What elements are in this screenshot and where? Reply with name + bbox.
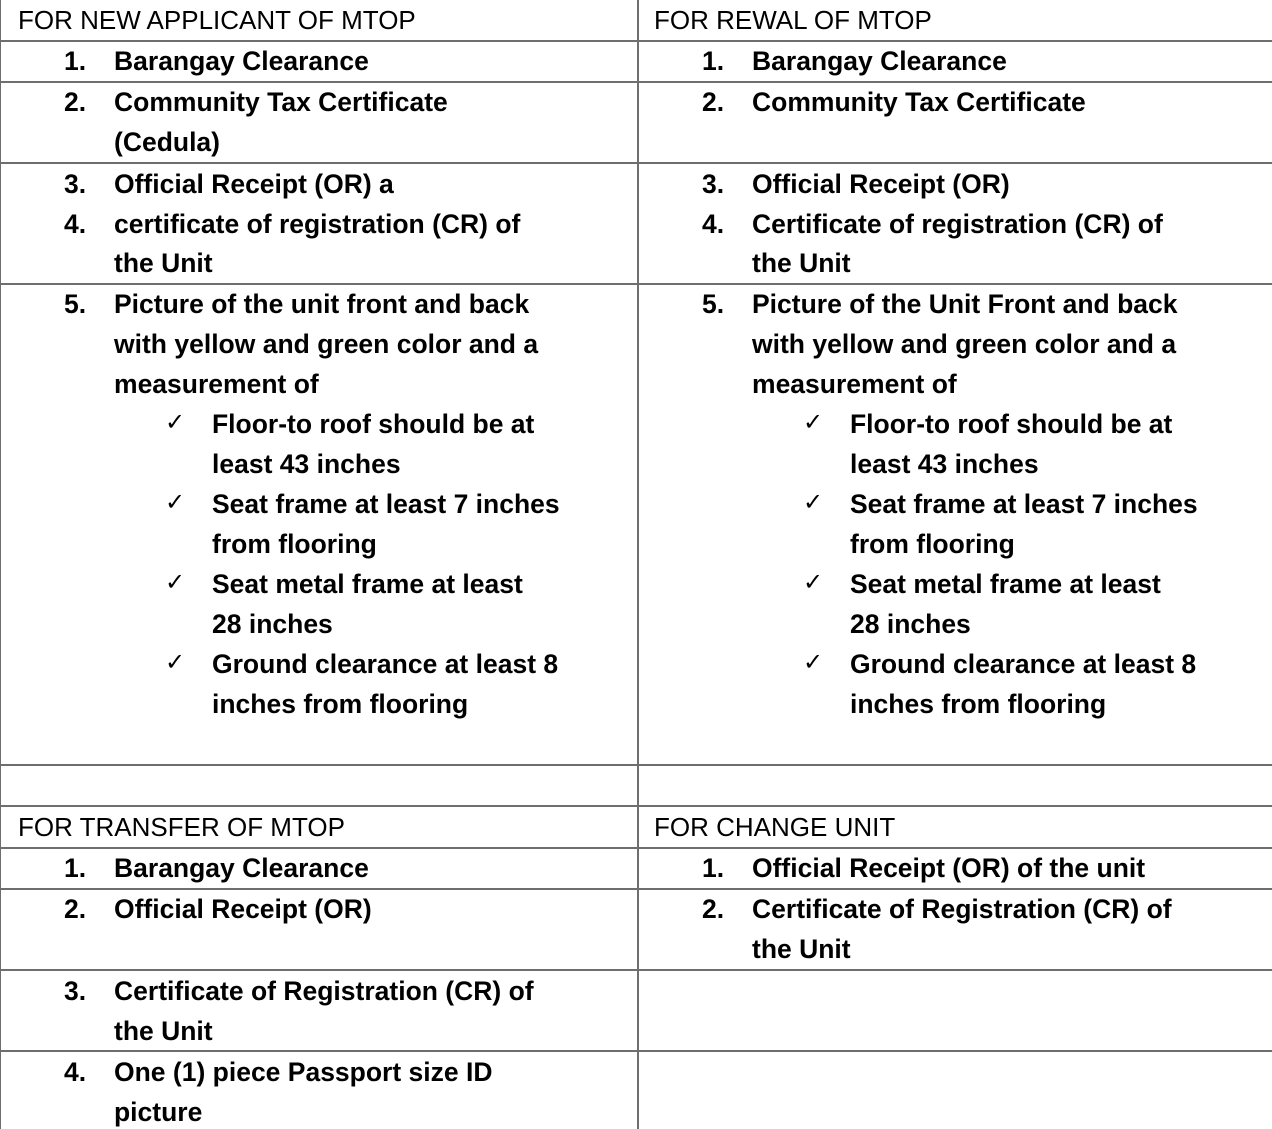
item-number: 2. <box>64 87 87 117</box>
requirement-item-text: measurement of <box>752 369 957 399</box>
requirement-item-text: Community Tax Certificate <box>752 87 1086 117</box>
checkmark-icon: ✓ <box>165 489 186 516</box>
row-border <box>0 805 1272 807</box>
table-left-border <box>0 0 1 1129</box>
item-number: 1. <box>702 853 725 883</box>
row-border <box>0 40 1272 42</box>
requirement-item-text: (Cedula) <box>114 127 220 157</box>
requirement-item-text: Certificate of Registration (CR) of <box>752 894 1172 924</box>
requirement-item-text: certificate of registration (CR) of <box>114 209 521 239</box>
row-border <box>0 1050 1272 1052</box>
requirement-item-text: Picture of the Unit Front and back <box>752 289 1178 319</box>
item-number: 4. <box>64 1057 87 1087</box>
requirement-item-text: measurement of <box>114 369 319 399</box>
measurement-item-text: from flooring <box>212 529 377 559</box>
row-border <box>0 81 1272 83</box>
item-number: 1. <box>64 46 87 76</box>
checkmark-icon: ✓ <box>165 409 186 436</box>
requirement-item-text: the Unit <box>114 1016 213 1046</box>
measurement-item-text: 28 inches <box>850 609 971 639</box>
row-border <box>0 888 1272 890</box>
item-number: 2. <box>64 894 87 924</box>
requirement-item-text: Picture of the unit front and back <box>114 289 530 319</box>
measurement-item-text: Floor-to roof should be at <box>850 409 1173 439</box>
requirement-item-text: Certificate of registration (CR) of <box>752 209 1163 239</box>
checkmark-icon: ✓ <box>803 409 824 436</box>
row-border <box>0 969 1272 971</box>
measurement-item-text: from flooring <box>850 529 1015 559</box>
requirement-item-text: the Unit <box>114 248 213 278</box>
item-number: 5. <box>702 289 725 319</box>
measurement-item-text: Seat frame at least 7 inches <box>212 489 560 519</box>
checkmark-icon: ✓ <box>803 489 824 516</box>
item-number: 3. <box>64 169 87 199</box>
item-number: 5. <box>64 289 87 319</box>
checkmark-icon: ✓ <box>803 569 824 596</box>
requirement-item-text: Community Tax Certificate <box>114 87 448 117</box>
requirement-item-text: with yellow and green color and a <box>114 329 539 359</box>
measurement-item-text: Seat metal frame at least <box>212 569 523 599</box>
measurement-item-text: least 43 inches <box>212 449 401 479</box>
requirement-item-text: picture <box>114 1097 203 1127</box>
requirement-item-text: Barangay Clearance <box>752 46 1007 76</box>
measurement-item-text: least 43 inches <box>850 449 1039 479</box>
requirement-item-text: the Unit <box>752 248 851 278</box>
requirement-item-text: Certificate of Registration (CR) of <box>114 976 534 1006</box>
item-number: 4. <box>702 209 725 239</box>
row-border <box>0 764 1272 766</box>
requirement-item-text: One (1) piece Passport size ID <box>114 1057 493 1087</box>
requirement-item-text: with yellow and green color and a <box>752 329 1177 359</box>
measurement-item-text: 28 inches <box>212 609 333 639</box>
requirement-item-text: Official Receipt (OR) a <box>114 169 394 199</box>
measurement-item-text: inches from flooring <box>212 689 469 719</box>
item-number: 3. <box>702 169 725 199</box>
requirement-item-text: Official Receipt (OR) <box>752 169 1010 199</box>
row-border <box>0 162 1272 164</box>
item-number: 3. <box>64 976 87 1006</box>
measurement-item-text: Floor-to roof should be at <box>212 409 535 439</box>
item-number: 1. <box>702 46 725 76</box>
section-title-renewal: FOR REWAL OF MTOP <box>654 5 932 35</box>
measurement-item-text: Ground clearance at least 8 <box>850 649 1197 679</box>
checkmark-icon: ✓ <box>165 649 186 676</box>
item-number: 4. <box>64 209 87 239</box>
requirement-item-text: Barangay Clearance <box>114 46 369 76</box>
requirement-item-text: Official Receipt (OR) <box>114 894 372 924</box>
section-title-new: FOR NEW APPLICANT OF MTOP <box>18 5 416 35</box>
section-title-transfer: FOR TRANSFER OF MTOP <box>18 812 345 842</box>
item-number: 2. <box>702 894 725 924</box>
measurement-item-text: Ground clearance at least 8 <box>212 649 559 679</box>
column-divider <box>637 0 639 1129</box>
requirement-item-text: Official Receipt (OR) of the unit <box>752 853 1146 883</box>
requirement-item-text: the Unit <box>752 934 851 964</box>
checkmark-icon: ✓ <box>165 569 186 596</box>
requirement-item-text: Barangay Clearance <box>114 853 369 883</box>
checkmark-icon: ✓ <box>803 649 824 676</box>
section-title-change: FOR CHANGE UNIT <box>654 812 896 842</box>
item-number: 2. <box>702 87 725 117</box>
measurement-item-text: Seat frame at least 7 inches <box>850 489 1198 519</box>
row-border <box>0 847 1272 849</box>
item-number: 1. <box>64 853 87 883</box>
measurement-item-text: Seat metal frame at least <box>850 569 1161 599</box>
measurement-item-text: inches from flooring <box>850 689 1107 719</box>
row-border <box>0 283 1272 285</box>
